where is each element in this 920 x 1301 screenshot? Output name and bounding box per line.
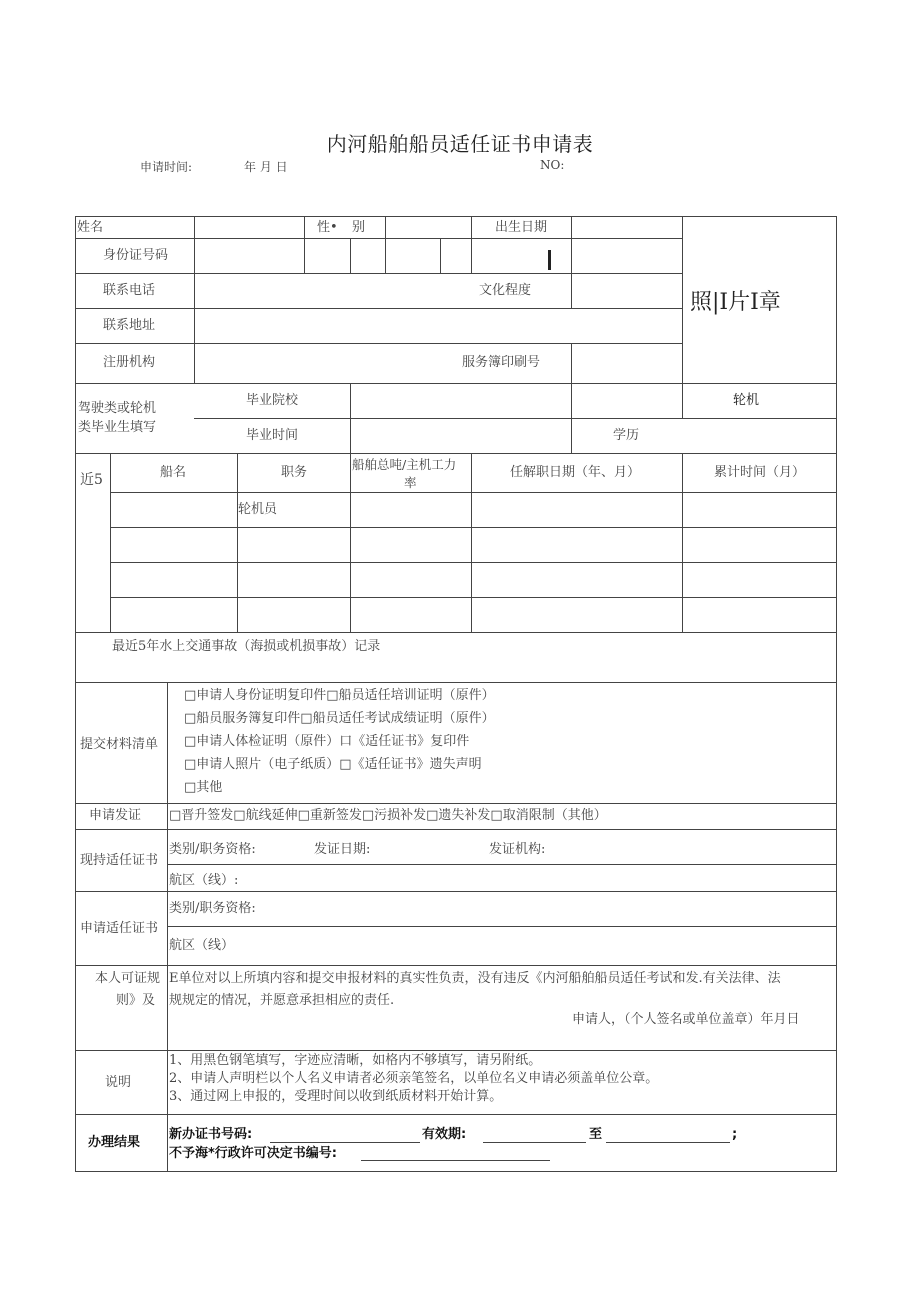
deny-decision-number-label: 不予海*行政许可决定书编号:: [169, 1146, 337, 1161]
graduate-label-line2: 类毕业生填写: [78, 420, 157, 435]
birth-date-label: 出生日期: [495, 220, 548, 235]
materials-line-4: □申请人照片（电子纸质）□《适任证书》遗失声明: [184, 757, 482, 772]
declaration-text-line1: E单位对以上所填内容和提交申报材料的真实性负责，没有违反《内河船舶船员适任考试和发.有关法律、法: [169, 971, 781, 986]
mark-bar: [548, 250, 551, 270]
current-cert-label: 现持适任证书: [80, 853, 159, 868]
declaration-text-line2: 规规定的情况，并愿意承担相应的责任.: [169, 993, 395, 1008]
tonnage-header-line1: 船舶总吨/主机工力: [352, 457, 457, 472]
apply-time-label: 申请时间:: [140, 160, 193, 174]
accident-record-label: 最近5年水上交通事故（海损或机损事故）记录: [112, 639, 381, 654]
materials-label: 提交材料清单: [80, 737, 159, 752]
validity-label: 有效期:: [422, 1127, 467, 1142]
notes-line-1: 1、用黑色钢笔填写，字迹应清晰，如格内不够填写，请另附纸。: [169, 1053, 542, 1068]
result-label: 办理结果: [88, 1135, 141, 1150]
total-time-header: 累计时间（月）: [714, 465, 806, 480]
service-row1-position: 轮机员: [238, 502, 278, 517]
materials-line-5: □其他: [184, 780, 223, 795]
school-label: 毕业院校: [246, 393, 299, 408]
cert-number-label: 新办证书号码:: [169, 1127, 253, 1142]
gender-label-part1: 性•: [317, 220, 338, 235]
apply-cert-type-label: 类别/职务资格:: [169, 901, 256, 916]
gender-label-part2: 别: [352, 220, 366, 235]
apply-cert-area-label: 航区（线）: [169, 938, 235, 953]
graduate-label-line1: 驾驶类或轮机: [78, 401, 157, 416]
tonnage-header-line2: 率: [404, 475, 417, 490]
apply-date-label: 年 月 日: [244, 160, 288, 174]
apply-cert-label: 申请适任证书: [80, 921, 159, 936]
validity-start-line[interactable]: [483, 1142, 586, 1143]
form-number-label: NO:: [540, 158, 565, 172]
notes-line-2: 2、申请人声明栏以个人名义申请者必须亲笔签名，以单位名义申请必须盖单位公章。: [169, 1071, 659, 1086]
validity-end-mark: ;: [732, 1127, 738, 1142]
photo-stamp-area: 照|I片I章: [690, 290, 781, 315]
graduation-time-label: 毕业时间: [246, 428, 299, 443]
notes-line-3: 3、通过网上申报的，受理时间以收到纸质材料开始计算。: [169, 1089, 503, 1104]
issue-options: □晋升签发□航线延伸□重新签发□污损补发□遗失补发□取消限制（其他）: [169, 808, 607, 823]
service-side-label: 近5: [80, 472, 103, 488]
declaration-label-line2: 则》及: [116, 993, 156, 1008]
degree-label: 学历: [613, 428, 640, 443]
term-date-header: 任解职日期（年、月）: [510, 465, 641, 480]
declaration-label-line1: 本人可证规: [95, 971, 161, 986]
address-label: 联系地址: [103, 318, 156, 333]
declaration-signature: 申请人，（个人签名或单位盖章）年月日: [572, 1012, 800, 1027]
current-cert-area-label: 航区（线）:: [169, 873, 239, 888]
notes-label: 说明: [105, 1075, 132, 1090]
registration-org-label: 注册机构: [103, 355, 156, 370]
name-label: 姓名: [77, 220, 104, 235]
cert-number-line[interactable]: [270, 1142, 420, 1143]
materials-line-1: □申请人身份证明复印件□船员适任培训证明（原件）: [184, 688, 495, 703]
deny-decision-number-line[interactable]: [361, 1160, 550, 1161]
id-number-label: 身份证号码: [103, 248, 169, 263]
issue-label: 申请发证: [89, 808, 142, 823]
phone-label: 联系电话: [103, 283, 156, 298]
current-cert-date-label: 发证日期:: [314, 842, 371, 857]
position-header: 职务: [281, 465, 308, 480]
service-book-number-label: 服务簿印刷号: [462, 355, 541, 370]
materials-line-3: □申请人体检证明（原件）口《适任证书》复印件: [184, 734, 470, 749]
current-cert-type-label: 类别/职务资格:: [169, 842, 256, 857]
education-label: 文化程度: [479, 283, 532, 298]
engine-label: 轮机: [733, 393, 760, 408]
validity-to-label: 至: [589, 1127, 603, 1142]
ship-name-header: 船名: [160, 465, 187, 480]
form-title: 内河船舶船员适任证书申请表: [326, 132, 594, 156]
materials-line-2: □船员服务簿复印件□船员适任考试成绩证明（原件）: [184, 711, 495, 726]
current-cert-org-label: 发证机构:: [489, 842, 546, 857]
validity-end-line[interactable]: [606, 1142, 730, 1143]
